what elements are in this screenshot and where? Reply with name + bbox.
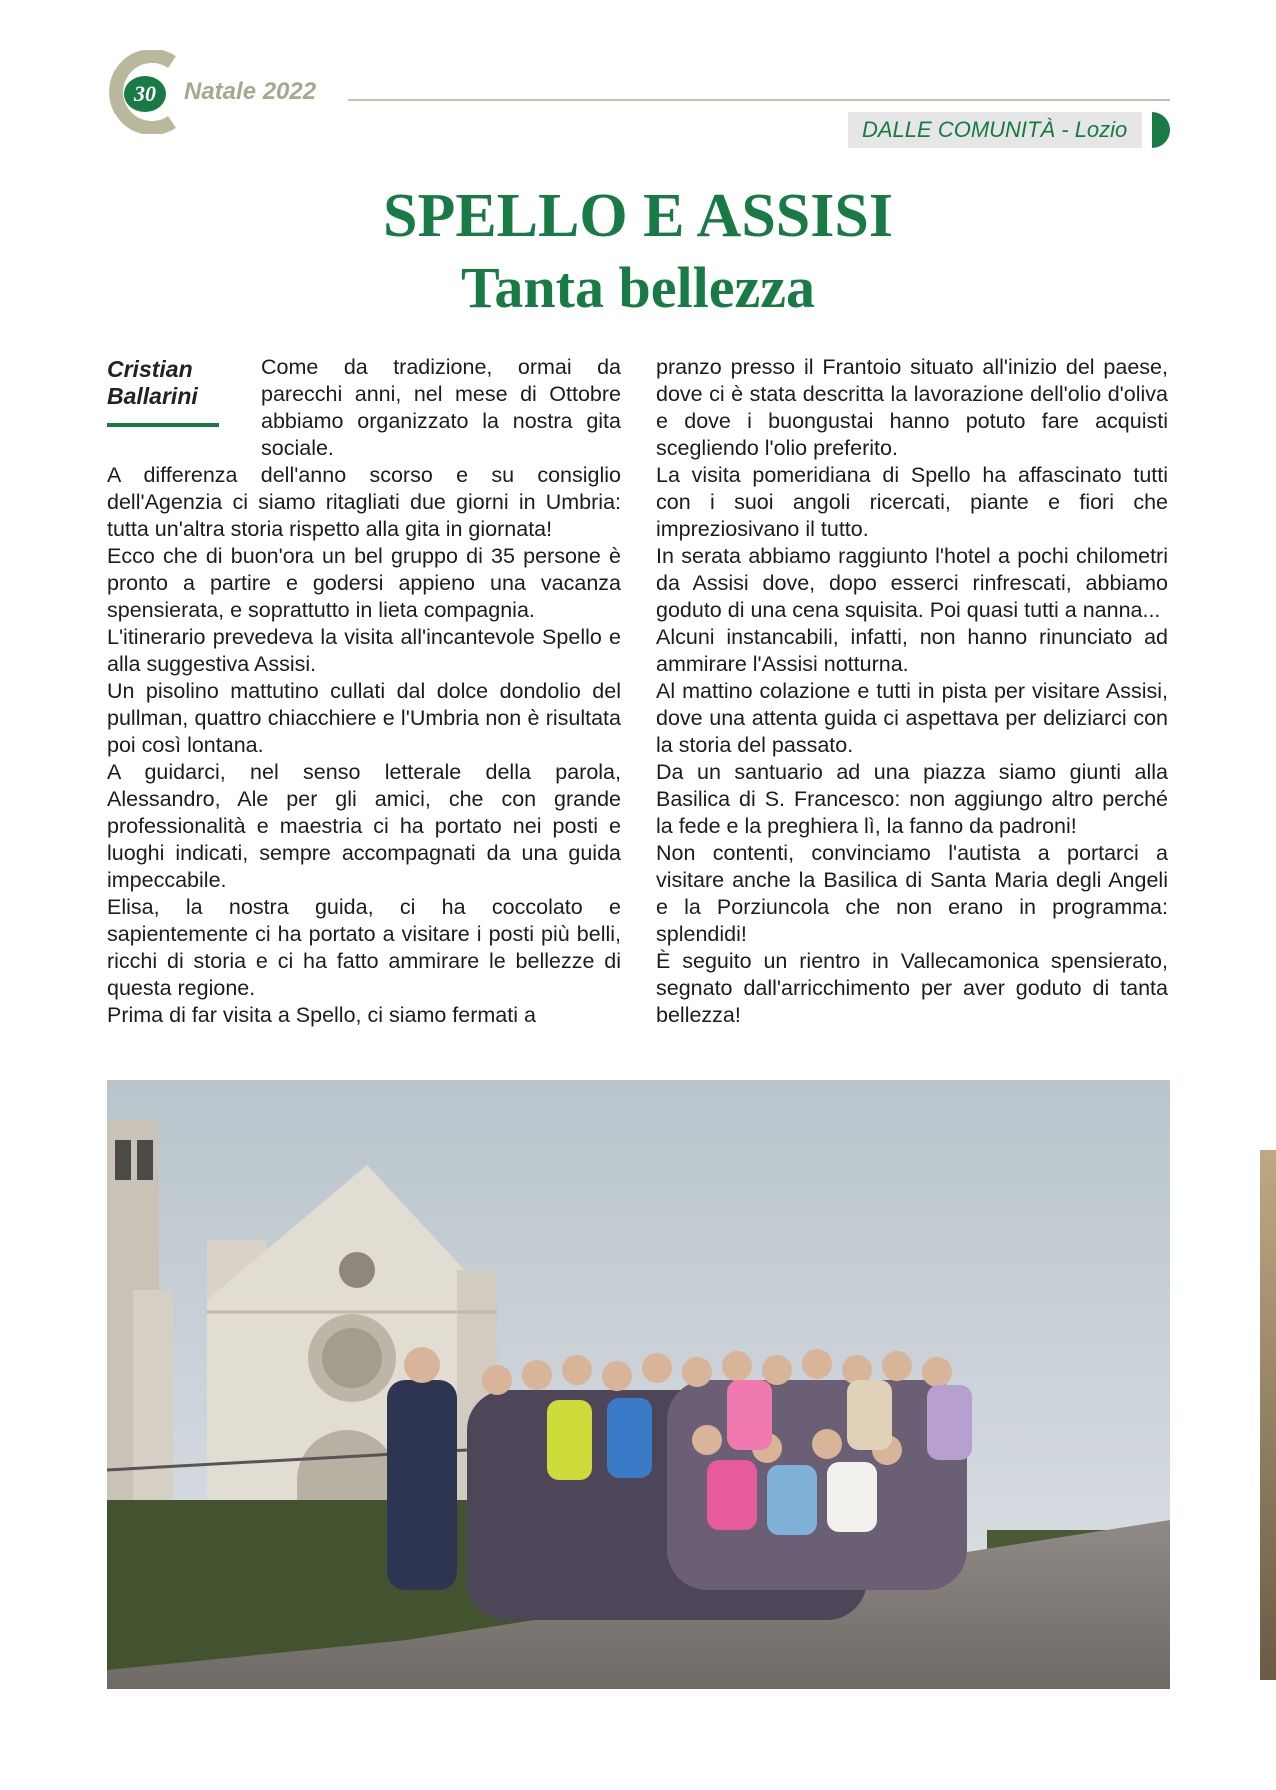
author-float-space: [107, 354, 261, 462]
paragraph: Ecco che di buon'ora un bel gruppo di 35 persone è pronto a partire e godersi appieno una vacanza spensierata, e soprattutto in lieta compagnia.: [107, 544, 621, 622]
paragraph: Da un santuario ad una piazza siamo giunti alla Basilica di S. Francesco: non aggiungo altro perché la fede e la preghiera lì, la fanno da padroni!: [656, 760, 1168, 838]
adjacent-page-edge: [1260, 1150, 1276, 1680]
page-number: 30: [124, 76, 166, 112]
paragraph: È seguito un rientro in Vallecamonica spensierato, segnato dall'arricchimento per aver goduto di tanta bellezza!: [656, 949, 1168, 1027]
paragraph: L'itinerario prevedeva la visita all'incantevole Spello e alla suggestiva Assisi.: [107, 625, 621, 676]
section-tag: DALLE COMUNITÀ - Lozio: [848, 112, 1142, 148]
paragraph: Elisa, la nostra guida, ci ha coccolato e sapientemente ci ha portato a visitare i posti più belli, ricchi di storia e ci ha fatto ammirare le bellezze di questa regione.: [107, 895, 621, 1000]
paragraph: Come da tradizione, ormai da parecchi anni, nel mese di Ottobre abbiamo organizzato la nostra gita sociale.: [261, 355, 621, 460]
group-photo-icon: [107, 1080, 1170, 1689]
issue-label: Natale 2022: [184, 78, 317, 105]
paragraph: A differenza dell'anno scorso e su consiglio dell'Agenzia ci siamo ritagliati due giorni in Umbria: tutta un'altra storia rispetto alla gita in giornata!: [107, 463, 621, 541]
header-divider: [348, 99, 1170, 101]
paragraph: pranzo presso il Frantoio situato all'inizio del paese, dove ci è stata descritta la lavorazione dell'olio d'oliva e dove i buongustai hanno potuto fare acquisti scegliendo l'olio preferito.: [656, 355, 1168, 460]
paragraph: Un pisolino mattutino cullati dal dolce dondolio del pullman, quattro chiacchiere e l'Umbria non è risultata poi così lontana.: [107, 679, 621, 757]
paragraph: Non contenti, convinciamo l'autista a portarci a visitare anche la Basilica di Santa Maria degli Angeli e la Porziuncola che non erano in programma: splendidi!: [656, 841, 1168, 946]
section-tab-marker: [1152, 112, 1170, 148]
article-column-left: [107, 354, 621, 1029]
author-name: Cristian Ballarini: [107, 356, 198, 409]
paragraph: A guidarci, nel senso letterale della parola, Alessandro, Ale per gli amici, che con grande professionalità e maestria ci ha portato nei posti e luoghi indicati, sempre accompagnati da una guida impeccabile.: [107, 760, 621, 892]
article-column-right: [656, 354, 1168, 1029]
paragraph: Prima di far visita a Spello, ci siamo fermati a: [107, 1003, 536, 1027]
article-title: SPELLO E ASSISI: [382, 182, 894, 250]
paragraph: Alcuni instancabili, infatti, non hanno rinunciato ad ammirare l'Assisi notturna.: [656, 625, 1168, 676]
paragraph: In serata abbiamo raggiunto l'hotel a pochi chilometri da Assisi dove, dopo esserci rinfrescati, abbiamo goduto di una cena squisita. Poi quasi tutti a nanna...: [656, 544, 1168, 622]
paragraph: Al mattino colazione e tutti in pista per visitare Assisi, dove una attenta guida ci aspettava per deliziarci con la storia del passato.: [656, 679, 1168, 757]
article-subtitle: Tanta bellezza: [461, 255, 815, 320]
paragraph: La visita pomeridiana di Spello ha affascinato tutti con i suoi angoli ricercati, piante e fiori che impreziosivano il tutto.: [656, 463, 1168, 541]
